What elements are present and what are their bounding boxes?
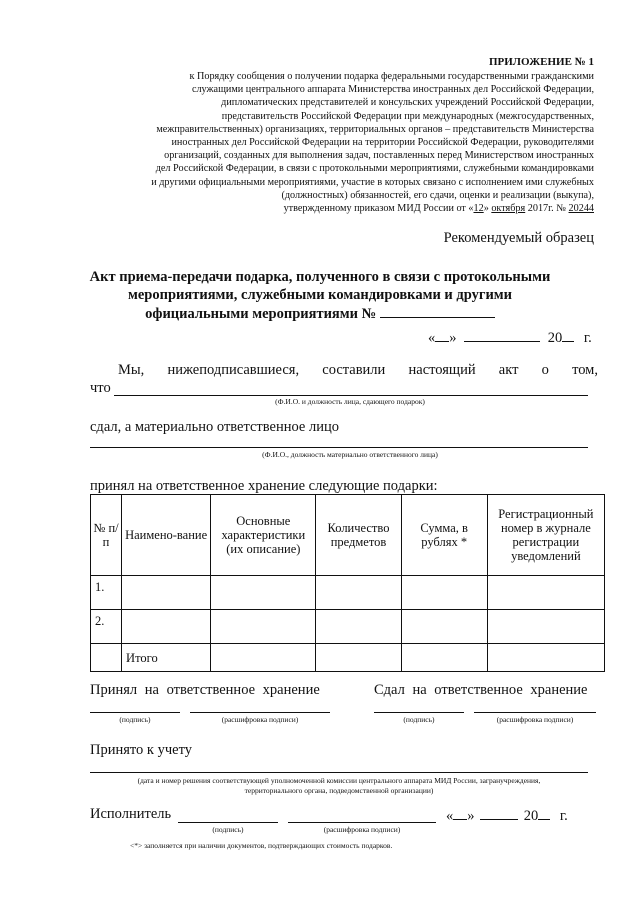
table-cell[interactable]: [211, 610, 316, 644]
executor-year-suffix: г.: [559, 808, 568, 824]
table-cell[interactable]: [487, 610, 604, 644]
gifts-table: [90, 494, 605, 672]
appendix-line: служащими центрального аппарата Министерства иностранных дел Российской Федерации,: [191, 84, 594, 96]
surrendered-decoding-field[interactable]: [474, 712, 596, 713]
act-date: [428, 328, 592, 347]
date-close-quote: »: [449, 330, 457, 346]
table-row-total: [91, 644, 605, 672]
date-day-field[interactable]: [435, 328, 449, 342]
table-cell[interactable]: [487, 644, 604, 672]
executor-label: Исполнитель: [90, 806, 172, 822]
order-prefix: утвержденному приказом МИД России от «: [283, 203, 474, 215]
executor-date: [446, 806, 568, 825]
act-title-line-3: [40, 304, 600, 323]
executor-date-close: »: [467, 808, 475, 824]
sample-label: Рекомендуемый образец: [443, 230, 594, 246]
act-title-number-label: официальными мероприятиями №: [145, 306, 377, 322]
accepted-signature-caption: (подпись): [119, 715, 151, 724]
row-number: 1.: [91, 576, 122, 610]
column-header: Количество предметов: [316, 495, 401, 576]
statement-word: составили: [322, 362, 386, 378]
registered-caption: [90, 776, 588, 796]
order-number: 20244: [568, 203, 594, 215]
table-cell[interactable]: [316, 610, 401, 644]
table-cell[interactable]: [316, 644, 401, 672]
table-cell[interactable]: [401, 610, 487, 644]
responsible-person-field[interactable]: [90, 447, 588, 448]
appendix-line: представительств Российской Федерации при международных (межгосударственных,: [221, 110, 594, 122]
column-header: Основные характеристики (их описание): [211, 495, 316, 576]
statement-word: настоящий: [408, 362, 476, 378]
table-cell[interactable]: [401, 576, 487, 610]
registered-label: Принято к учету: [90, 742, 192, 758]
act-title: [40, 268, 600, 323]
executor-month-field[interactable]: [480, 806, 518, 820]
appendix-line: (должностных) обязанностей, его сдачи, оценки и реализации (выкупа),: [281, 189, 594, 201]
order-mid: »: [483, 203, 492, 215]
column-header: Регистрационный номер в журнале регистрации уведомлений: [487, 495, 604, 576]
executor-decoding-caption: (расшифровка подписи): [323, 825, 401, 834]
surrendered-person-caption: (Ф.И.О. и должность лица, сдающего подарок): [275, 397, 425, 406]
table-cell[interactable]: [316, 576, 401, 610]
executor-year-prefix: 20: [523, 808, 539, 824]
surrendered-signature-field[interactable]: [374, 712, 464, 713]
accepted-decoding-caption: (расшифровка подписи): [221, 715, 299, 724]
order-month: октября: [491, 203, 526, 215]
accepted-text: принял на ответственное хранение следующие подарки:: [90, 478, 438, 494]
accepted-decoding-field[interactable]: [190, 712, 330, 713]
appendix-line: организаций, созданных для выполнения задач, поставленных перед Министерством иностранных: [164, 150, 594, 162]
registered-caption-line: (дата и номер решения соответствующей уполномоченной комиссии центрального аппарата МИД России, загранучреждения,: [137, 776, 541, 785]
accepted-signature-field[interactable]: [90, 712, 180, 713]
appendix-line: межправительственных) организациях, территориальных органов – представительств Министерства: [156, 123, 594, 135]
row-number: [91, 644, 122, 672]
statement-line: [118, 362, 598, 379]
executor-decoding-field[interactable]: [288, 822, 436, 823]
order-year: 2017г. №: [525, 203, 569, 215]
table-cell[interactable]: [211, 644, 316, 672]
surrendered-label: Сдал на ответственное хранение: [374, 682, 588, 698]
table-cell[interactable]: [122, 610, 211, 644]
date-month-field[interactable]: [464, 328, 540, 342]
date-year-prefix: 20: [547, 330, 563, 346]
surrendered-signature-caption: (подпись): [403, 715, 435, 724]
statement-that: что: [90, 380, 111, 396]
column-header: Наимено-вание: [122, 495, 211, 576]
appendix-line: и другими официальными мероприятиями, участие в которых связано с исполнением ими служебных: [151, 176, 594, 188]
table-row: [91, 610, 605, 644]
surrendered-decoding-caption: (расшифровка подписи): [496, 715, 574, 724]
date-year-field[interactable]: [562, 328, 574, 342]
executor-date-open: «: [446, 808, 454, 824]
act-title-line: Акт приема-передачи подарка, полученного в связи с протокольными: [89, 269, 551, 285]
responsible-person-caption: (Ф.И.О., должность материально ответственного лица): [262, 450, 438, 459]
date-open-quote: «: [428, 330, 436, 346]
received-text: сдал, а материально ответственное лицо: [90, 419, 339, 435]
table-cell[interactable]: [401, 644, 487, 672]
statement-word: Мы,: [118, 362, 145, 378]
table-row: [91, 576, 605, 610]
date-year-suffix: г.: [583, 330, 592, 346]
registered-decision-field[interactable]: [90, 772, 588, 773]
table-cell[interactable]: [487, 576, 604, 610]
surrendered-person-field[interactable]: [114, 395, 588, 396]
executor-year-field[interactable]: [538, 806, 550, 820]
column-header: № п/п: [91, 495, 122, 576]
registered-caption-line: территориального органа, подведомственной организации): [244, 786, 434, 795]
statement-word: нижеподписавшиеся,: [167, 362, 300, 378]
appendix-text: [124, 70, 594, 215]
row-number: 2.: [91, 610, 122, 644]
column-header: Сумма, в рублях *: [401, 495, 487, 576]
appendix-order-line: [124, 202, 594, 215]
footnote: <*> заполняется при наличии документов, подтверждающих стоимость подарков.: [130, 841, 393, 850]
table-cell[interactable]: [122, 576, 211, 610]
statement-word: том,: [572, 362, 598, 378]
accepted-label-text: Принял на ответственное хранение: [90, 682, 320, 698]
executor-signature-caption: (подпись): [212, 825, 244, 834]
accepted-label: [90, 682, 328, 699]
act-title-line: мероприятиями, служебными командировками и другими: [127, 287, 513, 303]
table-header-row: [91, 495, 605, 576]
appendix-line: иностранных дел Российской Федерации на территории Российской Федерации, руководителями: [171, 137, 594, 149]
act-number-field[interactable]: [380, 304, 495, 318]
executor-signature-field[interactable]: [178, 822, 278, 823]
appendix-line: дел Российской Федерации, в связи с протокольными мероприятиями, служебными командировками: [155, 163, 594, 175]
order-day: 12: [473, 203, 484, 215]
statement-word: о: [541, 362, 549, 378]
appendix-line: дипломатических представителей и консульских учреждений Российской Федерации,: [221, 97, 594, 109]
appendix-line: к Порядку сообщения о получении подарка федеральными государственными гражданскими: [189, 71, 594, 82]
total-label: Итого: [122, 644, 211, 672]
statement-word: акт: [498, 362, 519, 378]
table-cell[interactable]: [211, 576, 316, 610]
executor-day-field[interactable]: [453, 806, 467, 820]
appendix-title: ПРИЛОЖЕНИЕ № 1: [488, 56, 594, 68]
